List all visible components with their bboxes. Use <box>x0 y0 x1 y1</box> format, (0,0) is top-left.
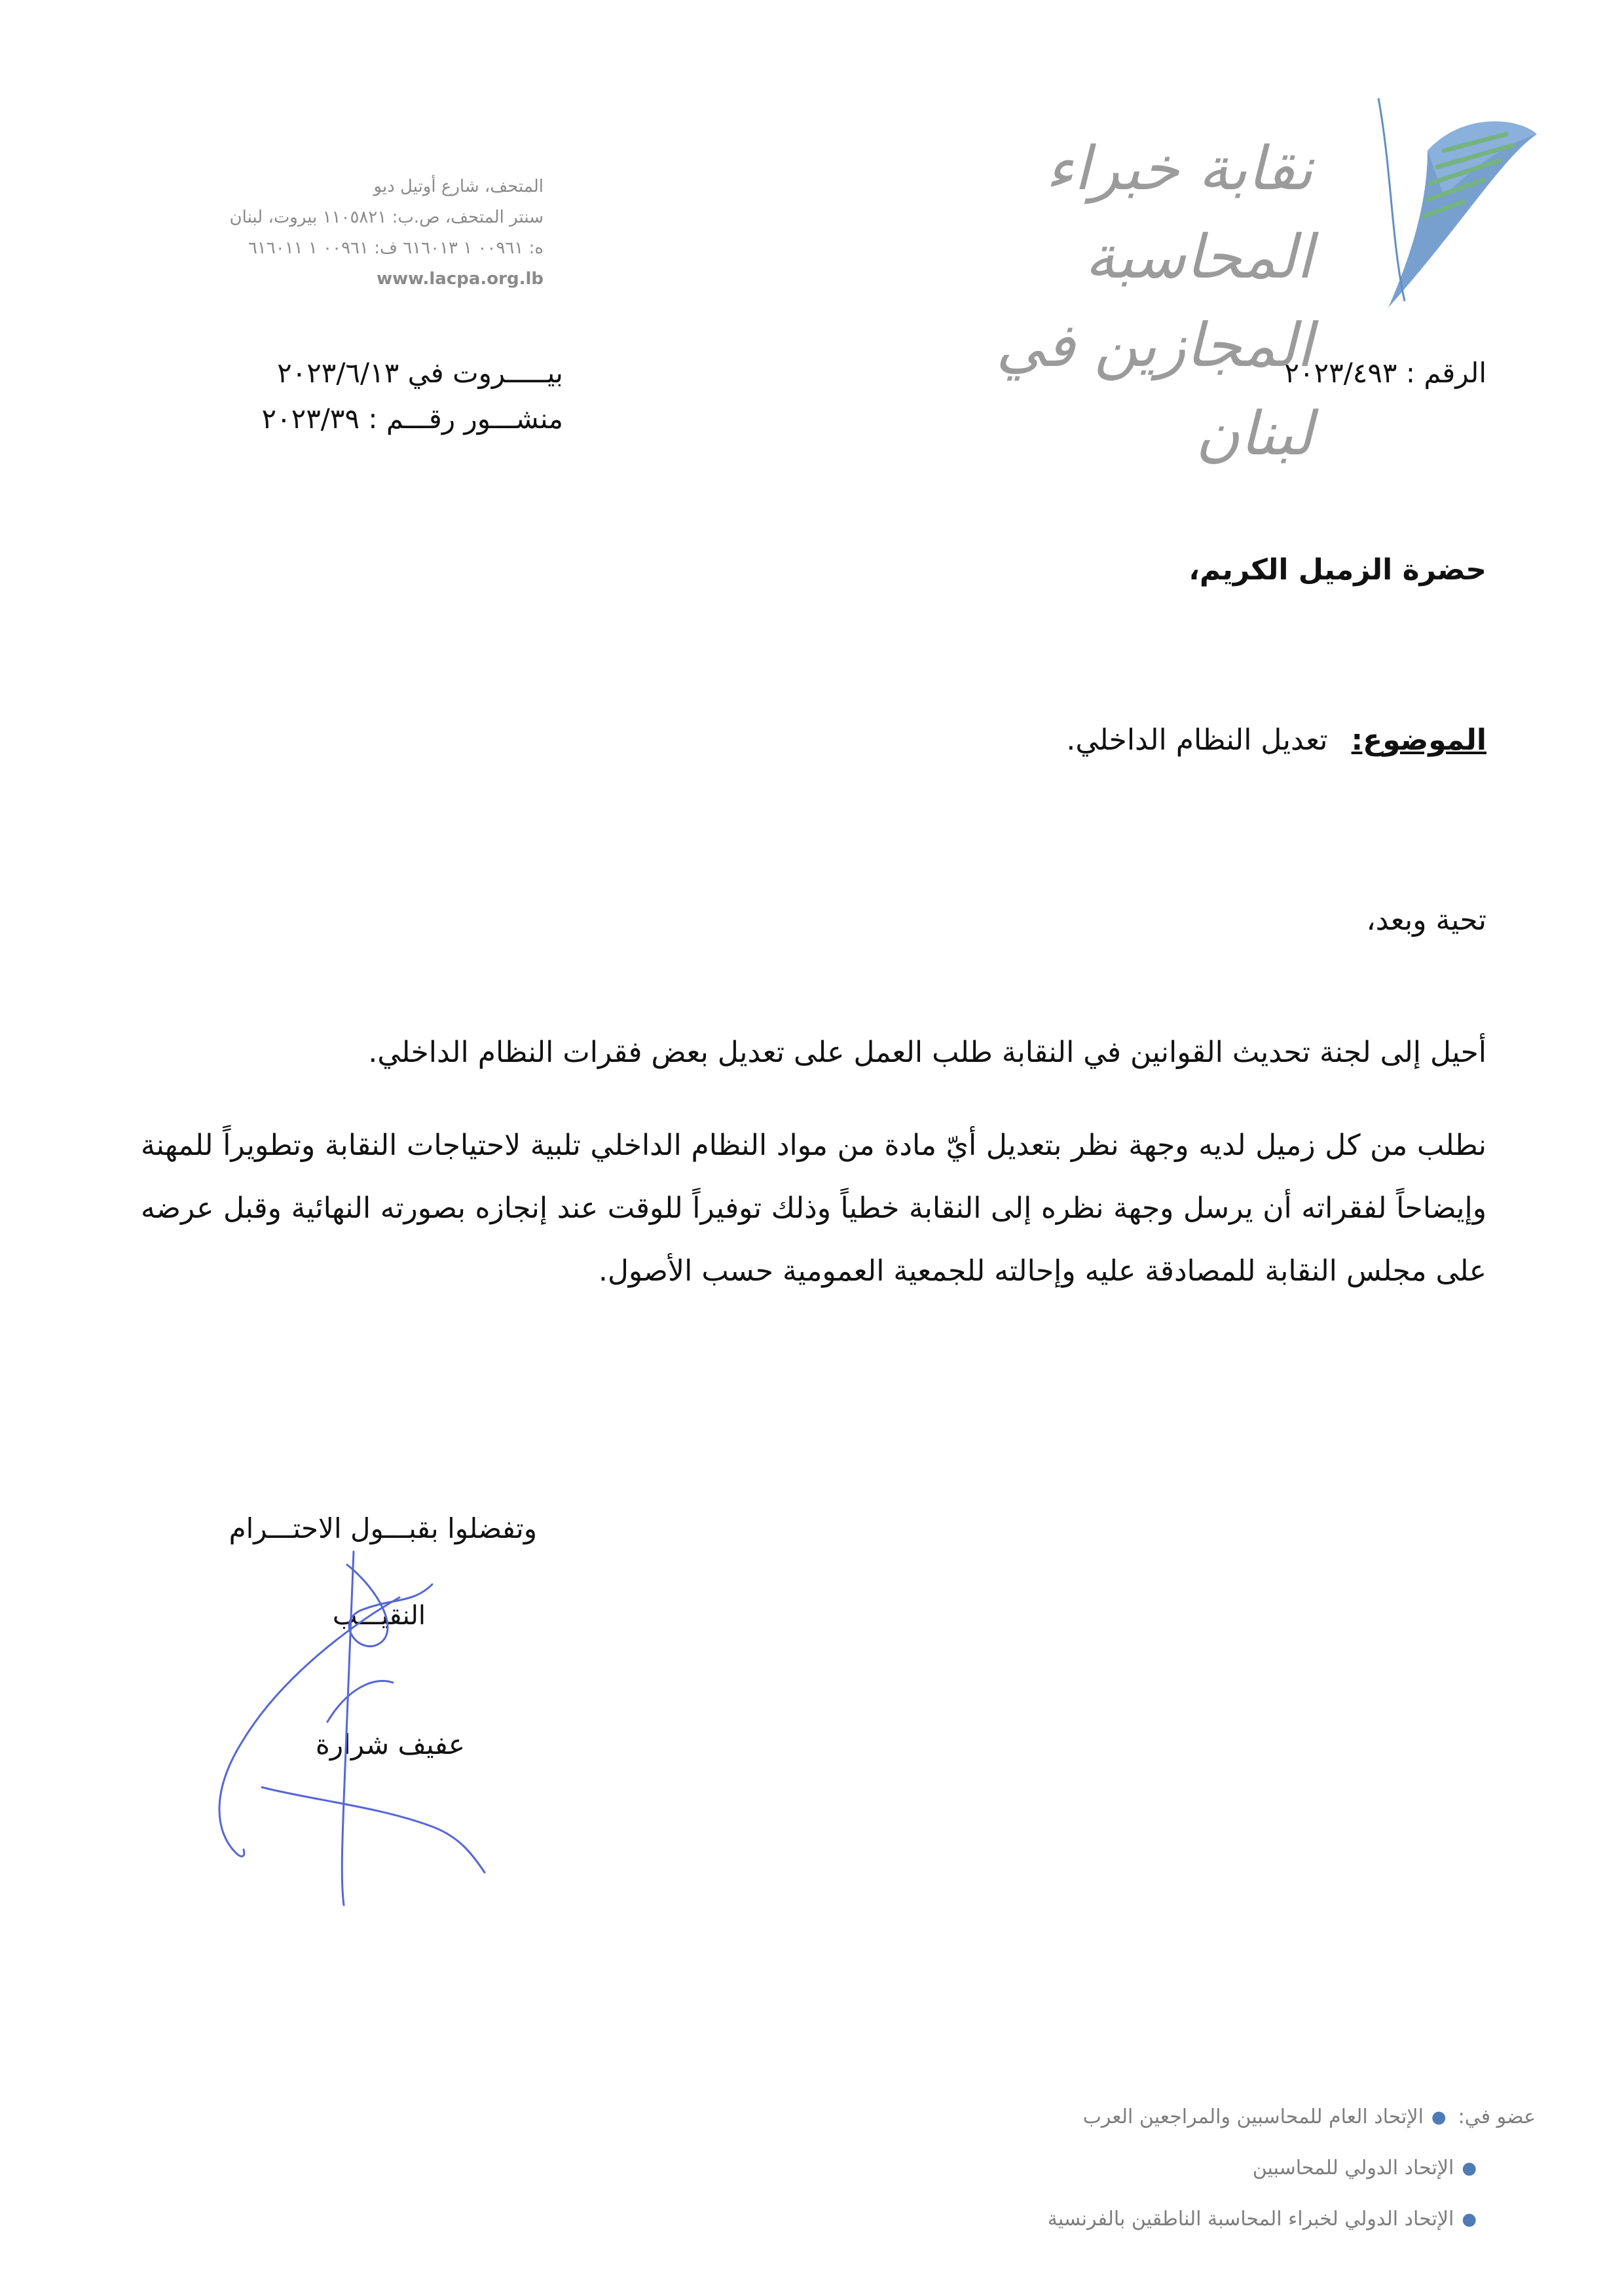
membership-text: الإتحاد العام للمحاسبين والمراجعين العرب <box>1082 2105 1424 2128</box>
contact-address: المتحف، شارع أوتيل ديو <box>373 177 544 196</box>
reference-number: الرقم : ٢٠٢٣/٤٩٣ <box>1284 357 1486 389</box>
body-paragraph-1: أحيل إلى لجنة تحديث القوانين في النقابة طلب العمل على تعديل بعض فقرات النظام الداخلي. <box>368 1036 1486 1069</box>
membership-text: الإتحاد الدولي للمحاسبين <box>1252 2157 1454 2179</box>
salutation: حضرة الزميل الكريم، <box>1189 553 1486 587</box>
footer-memberships <box>815 2092 1536 2245</box>
signatory-title: النقيـــب <box>332 1601 426 1631</box>
membership-item <box>815 2092 1536 2143</box>
subject-line <box>1066 723 1486 757</box>
bullet-icon: ● <box>1462 2159 1477 2178</box>
member-of-label: عضو في: <box>1458 2105 1536 2128</box>
handwritten-signature <box>183 1525 524 1918</box>
body-paragraph-2: نطلب من كل زميل لديه وجهة نظر بتعديل أيّ مادة من مواد النظام الداخلي تلبية لاحتياجات النقابة وتطويراً للمهنة وإيضاحاً لفقراته أن يرسل وجهة نظره إلى النقابة خطياً وذلك توفيراً للوقت عند إنجازه بصورته النهائية وقبل عرضه على مجلس النقابة للمصادقة عليه وإحالته للجمعية العمومية حسب الأصول. <box>141 1129 1486 1288</box>
circular-number: منشـــور رقـــم : ٢٠٢٣/٣٩ <box>261 403 563 435</box>
membership-item <box>815 2194 1536 2245</box>
contact-phone-fax: ه: ٠٠٩٦١ ١ ٦١٦٠١٣ ف: ٠٠٩٦١ ١ ٦١٦٠١١ <box>248 238 544 258</box>
logo-title-line2: المجازين في لبنان <box>995 310 1313 469</box>
bullet-icon: ● <box>1431 2107 1447 2127</box>
bullet-icon: ● <box>1462 2210 1477 2229</box>
signatory-name: عفيف شرارة <box>315 1728 465 1760</box>
website-link[interactable]: www.lacpa.org.lb <box>377 269 544 289</box>
greeting: تحية وبعد، <box>1366 903 1486 937</box>
membership-text: الإتحاد الدولي لخبراء المحاسبة الناطقين بالفرنسية <box>1047 2208 1454 2231</box>
logo-title-line1: نقابة خبراء المحاسبة <box>1045 134 1313 292</box>
contact-pobox: سنتر المتحف، ص.ب: ١١٠٥٨٢١ بيروت، لبنان <box>229 208 544 227</box>
subject-text: تعديل النظام الداخلي. <box>1066 723 1328 757</box>
subject-label: الموضوع: <box>1351 723 1486 757</box>
letter-date: بيـــــروت في ٢٠٢٣/٦/١٣ <box>277 357 563 389</box>
membership-item <box>815 2143 1536 2194</box>
logo-title <box>868 124 1313 478</box>
closing-phrase: وتفضلوا بقبـــول الاحتـــرام <box>229 1512 537 1544</box>
contact-block <box>124 172 544 295</box>
lacpa-logo <box>1365 72 1549 321</box>
